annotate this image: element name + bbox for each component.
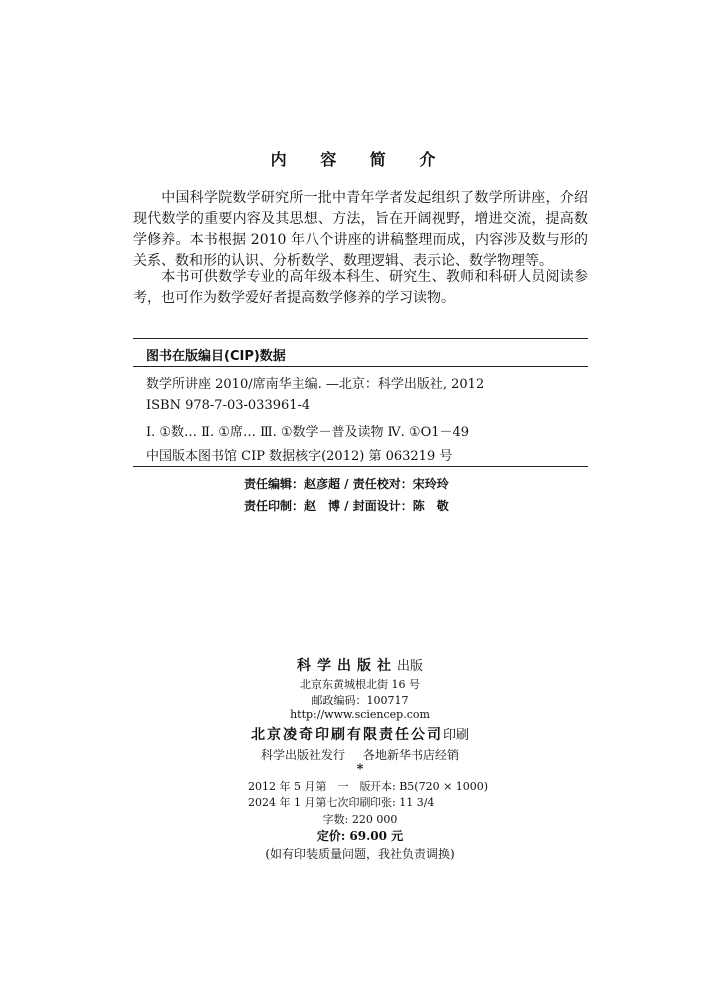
edition-printing: 2024 年 1 月第七次印刷 xyxy=(248,796,371,809)
cip-line-1: 数学所讲座 2010/席南华主编. —北京：科学出版社, 2012 xyxy=(146,377,485,392)
distributor: 科学出版社发行 xyxy=(260,748,345,762)
word-count: 字数: 220 000 xyxy=(322,813,398,826)
cip-heading: 图书在版编目(CIP)数据 xyxy=(146,349,286,364)
publisher-address: 北京东黄城根北街 16 号 xyxy=(300,678,420,691)
distribution-line xyxy=(0,746,720,763)
quality-notice: (如有印装质量问题，我社负责调换) xyxy=(265,847,455,861)
publisher-suffix: 出版 xyxy=(396,659,423,674)
divider-top xyxy=(133,338,588,339)
publisher-line xyxy=(0,655,720,675)
publisher-url: http://www.sciencep.com xyxy=(290,708,430,721)
summary-paragraph-1: 中国科学院数学研究所一批中青年学者发起组织了数学所讲座，介绍现代数学的重要内容及其思想、方法，旨在开阔视野，增进交流，提高数学修养。本书根据 2010 年八个讲座的讲稿整理而成，内容涉及数与形的关系、数和形的认识、分析数学、数理逻辑、表示论、数学物理等。 xyxy=(133,190,588,269)
price: 定价: 69.00 元 xyxy=(316,829,404,843)
staff-editors: 责任编辑：赵彦超 / 责任校对：宋玲玲 xyxy=(244,477,449,491)
book-format: 开本: B5(720 × 1000) xyxy=(370,780,489,793)
printer-line xyxy=(0,724,720,744)
publisher-postcode: 邮政编码：100717 xyxy=(311,694,409,707)
summary-paragraph-2: 本书可供数学专业的高年级本科生、研究生、教师和科研人员阅读参考，也可作为数学爱好者提高数学修养的学习读物。 xyxy=(133,269,588,306)
seller: 各地新华书店经销 xyxy=(363,748,460,762)
page-title: 内 容 简 介 xyxy=(270,150,450,169)
cip-line-isbn: ISBN 978-7-03-033961-4 xyxy=(146,398,311,413)
cip-line-record-number: 中国版本图书馆 CIP 数据核字(2012) 第 063219 号 xyxy=(146,449,453,464)
printer-suffix: 印刷 xyxy=(442,728,469,743)
divider-cip-heading xyxy=(133,366,588,367)
publisher-name: 科学出版社 xyxy=(296,658,397,674)
printer-name: 北京凌奇印刷有限责任公司 xyxy=(250,727,443,743)
edition-first: 2012 年 5 月第 一 版 xyxy=(248,780,371,793)
cip-line-classification: Ⅰ. ①数… Ⅱ. ①席… Ⅲ. ①数学－普及读物 Ⅳ. ①O1－49 xyxy=(146,425,470,440)
printed-sheets: 印张: 11 3/4 xyxy=(370,796,435,809)
divider-cip-bottom xyxy=(133,466,588,467)
staff-production: 责任印制：赵 博 / 封面设计：陈 敬 xyxy=(244,499,449,513)
separator-star: * xyxy=(356,762,364,777)
